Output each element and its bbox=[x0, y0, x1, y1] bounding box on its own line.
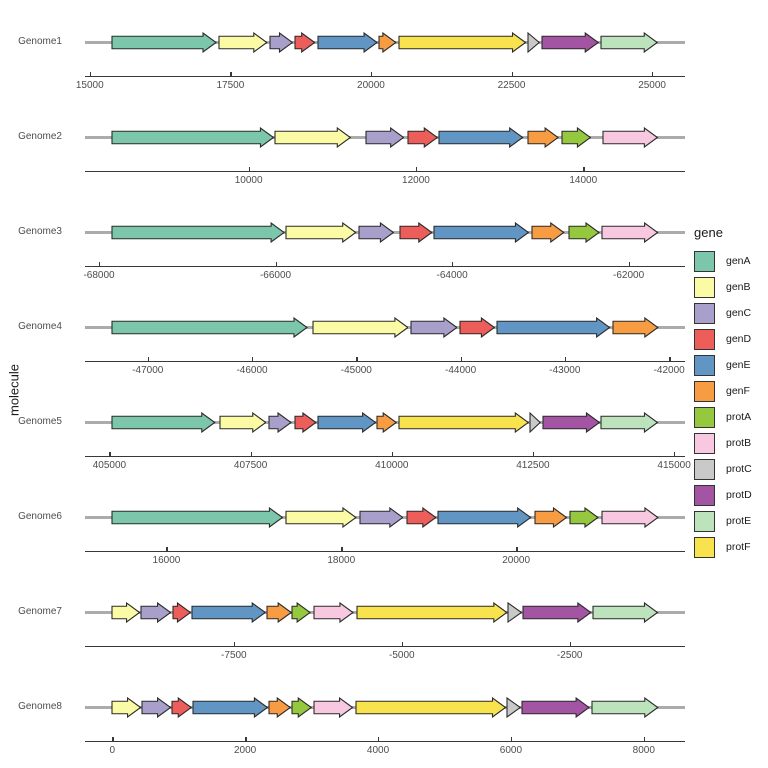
legend-label: protB bbox=[726, 437, 752, 449]
axis-tick bbox=[166, 547, 167, 551]
gene-arrow-genB bbox=[274, 127, 351, 148]
axis-tick bbox=[392, 452, 393, 456]
gene-arrow-protF bbox=[355, 697, 507, 718]
genome-label: Genome8 bbox=[18, 701, 62, 712]
gene-arrow-genA bbox=[111, 317, 308, 338]
facet-genome5 bbox=[0, 380, 768, 475]
gene-arrow-protA bbox=[568, 222, 600, 243]
x-axis-line bbox=[85, 456, 685, 457]
legend-items bbox=[694, 248, 768, 560]
panel bbox=[75, 0, 685, 95]
axis-tick bbox=[533, 452, 534, 456]
axis-tick bbox=[629, 262, 630, 266]
panel bbox=[85, 475, 685, 570]
gene-arrow-protD bbox=[522, 602, 592, 623]
gene-arrow-protD bbox=[521, 697, 590, 718]
axis-tick-label: -5000 bbox=[388, 650, 415, 661]
legend-item-genF bbox=[694, 378, 768, 404]
panel bbox=[85, 380, 691, 475]
axis-tick-label: -42000 bbox=[653, 365, 685, 376]
legend-item-protB bbox=[694, 430, 768, 456]
genome-label: Genome5 bbox=[18, 416, 62, 427]
axis-tick bbox=[452, 262, 453, 266]
axis-tick-label: 14000 bbox=[569, 175, 598, 186]
facet-genome3 bbox=[0, 190, 768, 285]
gene-arrow-genF bbox=[266, 602, 292, 623]
gene-arrow-protA bbox=[569, 507, 599, 528]
axis-tick bbox=[461, 357, 462, 361]
gene-arrow-genB bbox=[285, 507, 357, 528]
gene-arrow-genD bbox=[399, 222, 433, 243]
legend-label: genB bbox=[726, 281, 751, 293]
axis-tick-label: 410000 bbox=[375, 460, 409, 471]
gene-arrow-protE bbox=[592, 602, 658, 623]
gene-arrow-genF bbox=[534, 507, 567, 528]
legend-label: genD bbox=[726, 333, 752, 345]
gene-arrow-genE bbox=[191, 602, 266, 623]
legend-item-genD bbox=[694, 326, 768, 352]
panel bbox=[85, 190, 685, 285]
axis-tick bbox=[90, 72, 91, 76]
axis-tick-label: -66000 bbox=[259, 270, 292, 281]
gene-arrow-protE bbox=[591, 697, 659, 718]
axis-tick bbox=[245, 737, 246, 741]
facet-genome4 bbox=[0, 285, 768, 380]
gene-arrow-protB bbox=[601, 222, 659, 243]
legend-item-genC bbox=[694, 300, 768, 326]
axis-tick bbox=[570, 642, 571, 646]
gene-arrow-genD bbox=[407, 127, 438, 148]
legend-item-genA bbox=[694, 248, 768, 274]
axis-tick bbox=[674, 452, 675, 456]
gene-arrow-genD bbox=[406, 507, 437, 528]
gene-arrow-genA bbox=[111, 507, 283, 528]
axis-tick bbox=[252, 357, 253, 361]
gene-arrow-genC bbox=[359, 507, 404, 528]
legend-label: protF bbox=[726, 541, 751, 553]
axis-tick-label: 22500 bbox=[497, 80, 526, 91]
legend-label: genA bbox=[726, 255, 751, 267]
axis-tick bbox=[644, 737, 645, 741]
gene-arrow-genC bbox=[269, 32, 293, 53]
legend-swatch-genC bbox=[694, 303, 715, 324]
axis-tick bbox=[249, 167, 250, 171]
axis-tick-label: 15000 bbox=[75, 80, 104, 91]
gene-arrow-protB bbox=[601, 507, 659, 528]
axis-tick bbox=[378, 737, 379, 741]
x-axis-line bbox=[85, 551, 685, 552]
legend-swatch-protB bbox=[694, 433, 715, 454]
gene-arrow-genB bbox=[219, 412, 267, 433]
axis-tick bbox=[416, 167, 417, 171]
legend-item-protF bbox=[694, 534, 768, 560]
axis-tick bbox=[99, 262, 100, 266]
gene-arrow-protE bbox=[600, 412, 658, 433]
gene-arrow-genF bbox=[378, 32, 397, 53]
panel bbox=[85, 570, 685, 665]
panel bbox=[85, 285, 685, 380]
gene-arrow-genB bbox=[218, 32, 268, 53]
facet-genome1 bbox=[0, 0, 768, 95]
x-axis-line bbox=[85, 76, 685, 77]
axis-tick-label: -64000 bbox=[436, 270, 468, 281]
legend-item-protE bbox=[694, 508, 768, 534]
gene-arrow-genD bbox=[459, 317, 495, 338]
gene-arrow-genB bbox=[111, 697, 142, 718]
gene-arrow-genB bbox=[285, 222, 357, 243]
gene-arrow-genE bbox=[438, 127, 524, 148]
axis-tick bbox=[109, 452, 110, 456]
axis-tick-label: -43000 bbox=[549, 365, 581, 376]
legend-label: genC bbox=[726, 307, 752, 319]
legend-swatch-protA bbox=[694, 407, 715, 428]
gene-arrow-genC bbox=[268, 412, 292, 433]
legend-item-genB bbox=[694, 274, 768, 300]
gene-arrow-protC bbox=[506, 697, 521, 718]
axis-tick-label: -62000 bbox=[613, 270, 645, 281]
legend-label: protC bbox=[726, 463, 752, 475]
gene-arrow-genD bbox=[172, 602, 191, 623]
panel bbox=[85, 95, 685, 190]
legend-swatch-protE bbox=[694, 511, 715, 532]
gene-arrow-genA bbox=[111, 222, 285, 243]
x-axis-line bbox=[85, 646, 685, 647]
legend bbox=[694, 225, 768, 560]
axis-tick bbox=[276, 262, 277, 266]
gene-arrow-genF bbox=[531, 222, 565, 243]
gene-arrow-protD bbox=[541, 32, 599, 53]
legend-label: protE bbox=[726, 515, 752, 527]
gene-arrow-genC bbox=[140, 602, 172, 623]
axis-tick bbox=[112, 737, 113, 741]
legend-swatch-genB bbox=[694, 277, 715, 298]
gene-arrow-protF bbox=[356, 602, 508, 623]
axis-tick-label: 10000 bbox=[234, 175, 263, 186]
legend-swatch-protC bbox=[694, 459, 715, 480]
gene-arrow-genF bbox=[527, 127, 559, 148]
axis-tick-label: 16000 bbox=[152, 555, 181, 566]
axis-tick bbox=[565, 357, 566, 361]
facet-genome2 bbox=[0, 95, 768, 190]
axis-tick bbox=[341, 547, 342, 551]
legend-swatch-protF bbox=[694, 537, 715, 558]
genome-label: Genome3 bbox=[18, 226, 62, 237]
axis-tick-label: -45000 bbox=[340, 365, 372, 376]
axis-tick bbox=[512, 72, 513, 76]
gene-arrow-genF bbox=[268, 697, 291, 718]
genome-label: Genome2 bbox=[18, 131, 62, 142]
axis-tick-label: -7500 bbox=[221, 650, 247, 661]
facet-genome7 bbox=[0, 570, 768, 665]
axis-tick bbox=[652, 72, 653, 76]
legend-label: genE bbox=[726, 359, 751, 371]
axis-tick bbox=[583, 167, 584, 171]
axis-tick-label: 8000 bbox=[632, 745, 655, 756]
gene-arrow-genF bbox=[376, 412, 397, 433]
gene-arrow-protC bbox=[507, 602, 522, 623]
facet-genome6 bbox=[0, 475, 768, 570]
axis-tick-label: -46000 bbox=[236, 365, 268, 376]
genome-label: Genome4 bbox=[18, 321, 62, 332]
gene-arrow-protA bbox=[561, 127, 591, 148]
gene-arrow-protF bbox=[398, 32, 527, 53]
axis-tick-label: 20000 bbox=[357, 80, 385, 91]
gene-arrow-genC bbox=[365, 127, 405, 148]
gene-arrow-genB bbox=[111, 602, 141, 623]
gene-arrow-genE bbox=[192, 697, 268, 718]
gene-arrow-genA bbox=[111, 32, 217, 53]
y-axis-title: molecule bbox=[6, 363, 22, 417]
axis-tick-label: 20000 bbox=[502, 555, 531, 566]
axis-tick-label: 405000 bbox=[92, 460, 127, 471]
gene-arrow-protC bbox=[529, 412, 541, 433]
axis-tick-label: -2500 bbox=[556, 650, 583, 661]
gene-arrow-protB bbox=[313, 697, 354, 718]
x-axis-line bbox=[85, 171, 685, 172]
axis-tick-label: -44000 bbox=[445, 365, 477, 376]
axis-tick bbox=[230, 72, 231, 76]
axis-tick-label: 17500 bbox=[216, 80, 245, 91]
axis-tick bbox=[148, 357, 149, 361]
axis-tick-label: 407500 bbox=[233, 460, 268, 471]
axis-tick bbox=[371, 72, 372, 76]
legend-item-protC bbox=[694, 456, 768, 482]
axis-tick bbox=[402, 642, 403, 646]
axis-tick bbox=[511, 737, 512, 741]
x-axis-line bbox=[85, 741, 685, 742]
gene-arrow-genE bbox=[317, 32, 378, 53]
legend-title: gene bbox=[694, 225, 723, 240]
legend-swatch-genD bbox=[694, 329, 715, 350]
gene-arrow-genE bbox=[496, 317, 611, 338]
gene-arrow-genB bbox=[312, 317, 409, 338]
gene-arrow-genE bbox=[433, 222, 529, 243]
axis-tick-label: 415000 bbox=[657, 460, 691, 471]
axis-tick-label: 412500 bbox=[516, 460, 550, 471]
gene-arrow-genC bbox=[358, 222, 394, 243]
gene-arrow-protA bbox=[291, 697, 312, 718]
gene-arrow-protB bbox=[313, 602, 354, 623]
gene-arrow-protE bbox=[600, 32, 658, 53]
legend-item-genE bbox=[694, 352, 768, 378]
axis-tick-label: 0 bbox=[109, 745, 116, 756]
legend-swatch-protD bbox=[694, 485, 715, 506]
gene-arrow-genD bbox=[294, 412, 317, 433]
gene-arrow-protD bbox=[542, 412, 600, 433]
gene-arrow-protB bbox=[602, 127, 658, 148]
axis-tick bbox=[234, 642, 235, 646]
panel bbox=[85, 665, 685, 760]
legend-item-protD bbox=[694, 482, 768, 508]
gene-arrow-protA bbox=[291, 602, 311, 623]
legend-swatch-genF bbox=[694, 381, 715, 402]
axis-tick-label: 18000 bbox=[327, 555, 356, 566]
gene-arrow-genD bbox=[171, 697, 192, 718]
gene-arrow-genD bbox=[294, 32, 316, 53]
axis-tick bbox=[516, 547, 517, 551]
axis-tick-label: -47000 bbox=[132, 365, 164, 376]
gene-arrow-protC bbox=[527, 32, 540, 53]
x-axis-line bbox=[85, 361, 685, 362]
legend-label: protA bbox=[726, 411, 752, 423]
axis-tick-label: 4000 bbox=[366, 745, 390, 756]
gene-arrow-genA bbox=[111, 127, 274, 148]
genome-label: Genome1 bbox=[18, 36, 62, 47]
gene-arrow-genE bbox=[437, 507, 532, 528]
axis-tick-label: 12000 bbox=[402, 175, 430, 186]
axis-tick-label: 25000 bbox=[638, 80, 666, 91]
gene-arrow-genE bbox=[317, 412, 377, 433]
legend-label: protD bbox=[726, 489, 752, 501]
axis-tick bbox=[251, 452, 252, 456]
legend-swatch-genA bbox=[694, 251, 715, 272]
gene-arrow-protF bbox=[398, 412, 529, 433]
gene-arrow-genC bbox=[141, 697, 172, 718]
legend-label: genF bbox=[726, 385, 750, 397]
gene-arrow-genF bbox=[612, 317, 659, 338]
gene-arrow-genC bbox=[410, 317, 458, 338]
x-axis-line bbox=[85, 266, 685, 267]
legend-swatch-genE bbox=[694, 355, 715, 376]
genome-label: Genome6 bbox=[18, 511, 62, 522]
axis-tick-label: 2000 bbox=[234, 745, 257, 756]
axis-tick bbox=[356, 357, 357, 361]
axis-tick-label: -68000 bbox=[83, 270, 115, 281]
gene-arrow-genA bbox=[111, 412, 216, 433]
axis-tick-label: 6000 bbox=[499, 745, 523, 756]
axis-tick bbox=[669, 357, 670, 361]
facet-genome8 bbox=[0, 665, 768, 760]
legend-item-protA bbox=[694, 404, 768, 430]
genome-label: Genome7 bbox=[18, 606, 62, 617]
